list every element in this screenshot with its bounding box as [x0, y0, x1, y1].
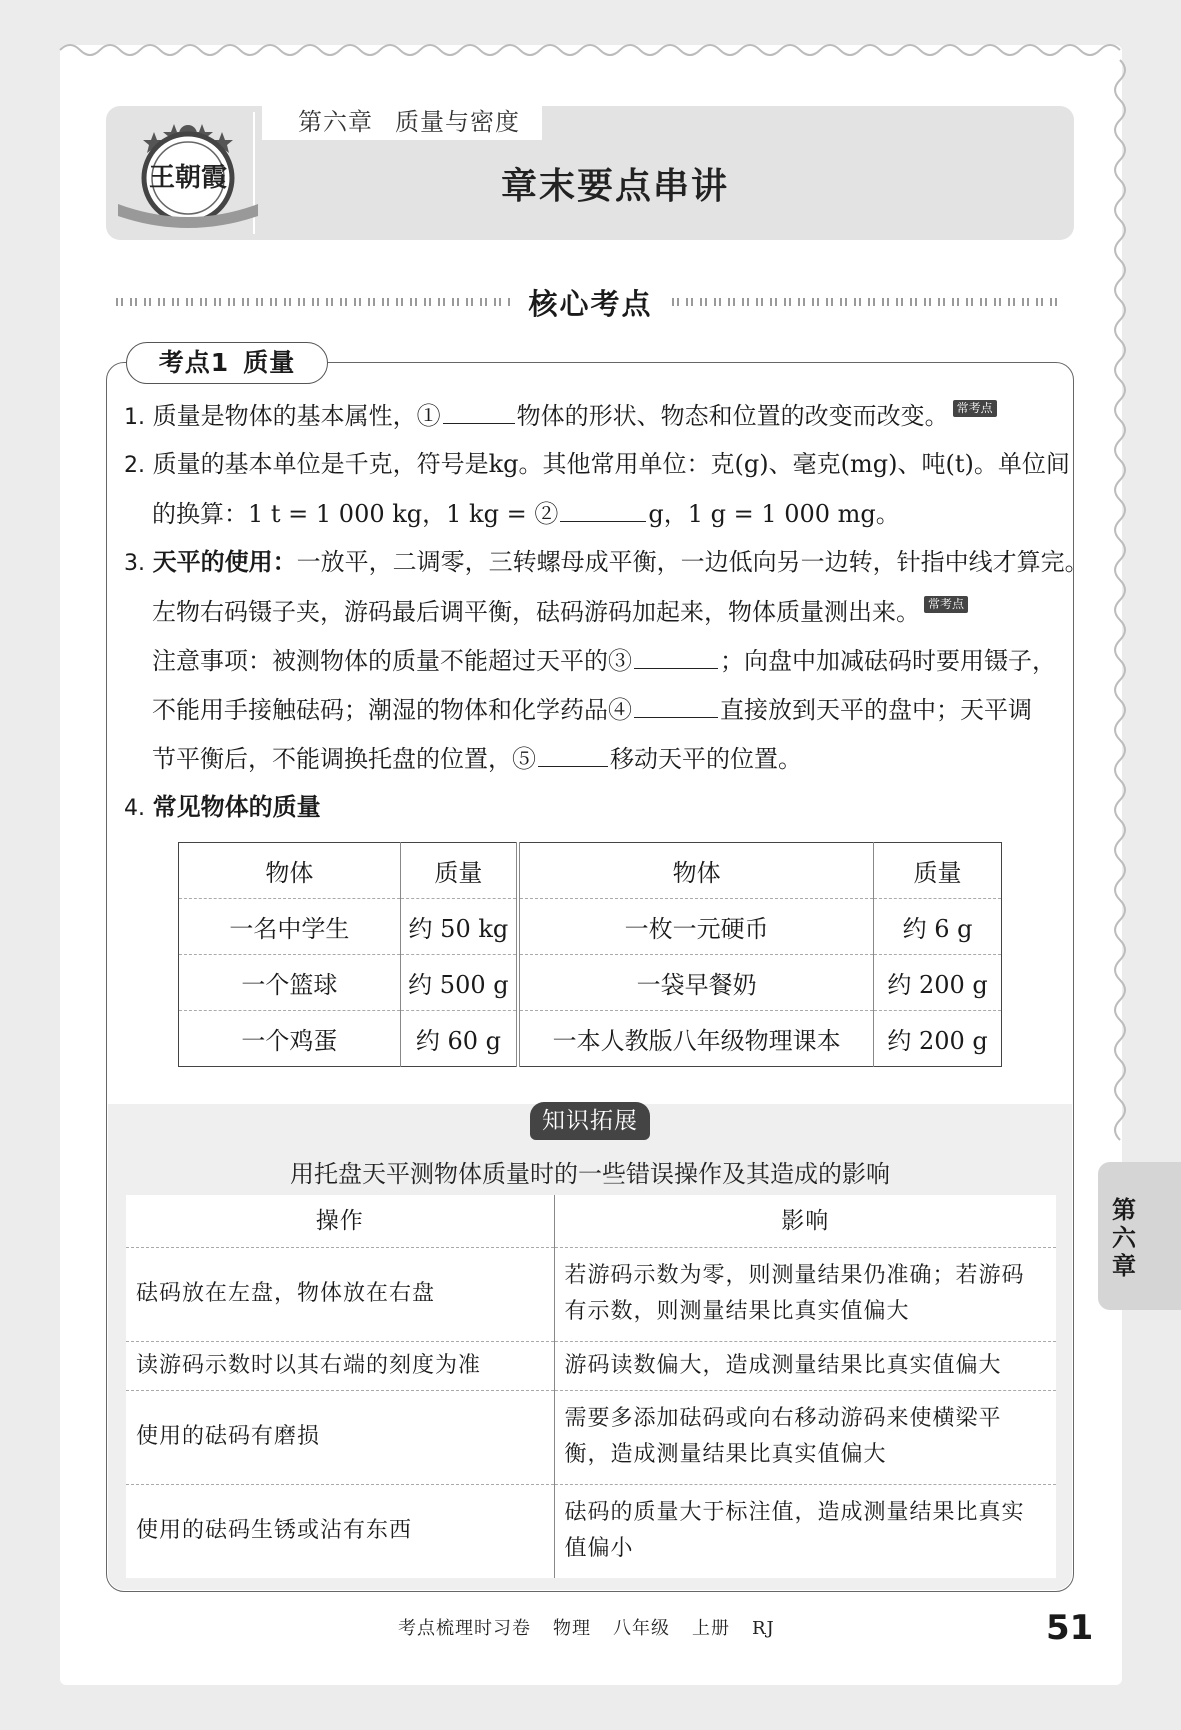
- table-header-cell: 质量: [874, 843, 1002, 899]
- error-table: [126, 1195, 1056, 1578]
- table-cell: 使用的砝码有磨损: [126, 1390, 554, 1484]
- table-cell: 需要多添加砝码或向右移动游码来使横梁平衡，造成测量结果比真实值偏大: [554, 1390, 1056, 1484]
- chapter-topic: 质量与密度: [395, 108, 520, 136]
- table-cell: 一枚一元硬币: [518, 899, 874, 955]
- extension-caption: 用托盘天平测物体质量时的一些错误操作及其造成的影响: [290, 1160, 890, 1188]
- item-4: 4. 常见物体的质量: [124, 793, 321, 821]
- table-cell: 约 60 g: [400, 1011, 518, 1067]
- footer-edition: RJ: [752, 1618, 775, 1639]
- item-3-line-5: 节平衡后，不能调换托盘的位置，⑤ 移动天平的位置。: [152, 745, 802, 773]
- table-header-cell: 操作: [126, 1195, 554, 1247]
- side-tab-label: 第六章: [1112, 1196, 1136, 1280]
- table-header-row: [179, 843, 1002, 899]
- table-cell: 约 50 kg: [400, 899, 518, 955]
- table-cell: 约 500 g: [400, 955, 518, 1011]
- footer-series: 考点梳理时习卷: [398, 1618, 531, 1639]
- table-row: [179, 955, 1002, 1011]
- page-title: 章末要点串讲: [500, 166, 729, 207]
- item-3-line-4: 不能用手接触砝码；潮湿的物体和化学药品④ 直接放到天平的盘中；天平调: [152, 696, 1032, 724]
- table-cell: 读游码示数时以其右端的刻度为准: [126, 1341, 554, 1390]
- topic-name: 质量: [243, 348, 296, 377]
- topic-number: 考点1: [158, 348, 230, 377]
- section-heading: [0, 282, 1181, 323]
- footer-volume: 上册: [692, 1618, 730, 1639]
- brand-logo-icon: [118, 112, 258, 234]
- table-row: [179, 1011, 1002, 1067]
- table-cell: 使用的砝码生锈或沾有东西: [126, 1484, 554, 1578]
- page-number: 51: [1046, 1608, 1094, 1648]
- answer-blank-3[interactable]: [634, 645, 718, 669]
- frequent-badge: 常考点: [953, 400, 997, 417]
- answer-blank-1[interactable]: [443, 400, 515, 424]
- footer-grade: 八年级: [613, 1618, 670, 1639]
- table-cell: 一袋早餐奶: [518, 955, 874, 1011]
- extension-tag: 知识拓展: [530, 1102, 650, 1140]
- table-cell: 约 6 g: [874, 899, 1002, 955]
- table-row: [126, 1341, 1056, 1390]
- footer: [398, 1614, 797, 1640]
- table-cell: 砝码放在左盘，物体放在右盘: [126, 1247, 554, 1341]
- table-cell: 一个篮球: [179, 955, 401, 1011]
- topic-tab: [126, 342, 328, 384]
- item-2-line-1: 2. 质量的基本单位是千克，符号是kg。其他常用单位：克(g)、毫克(mg)、吨(t)。单位间: [124, 450, 1070, 478]
- table-cell: 约 200 g: [874, 955, 1002, 1011]
- table-cell: 约 200 g: [887, 1027, 988, 1055]
- section-title: 核心考点: [514, 282, 666, 323]
- table-header-row: [126, 1195, 1056, 1247]
- table-cell: 一名中学生: [179, 899, 401, 955]
- chapter-label: [298, 102, 542, 137]
- answer-blank-4[interactable]: [634, 694, 718, 718]
- item-2-line-2: 的换算：1 t = 1 000 kg，1 kg = ② g，1 g = 1 000 mg。: [152, 500, 900, 528]
- table-row: [126, 1484, 1056, 1578]
- svg-text:王朝霞: 王朝霞: [148, 163, 228, 193]
- frequent-badge: 常考点: [924, 596, 968, 613]
- table-row: [126, 1247, 1056, 1341]
- table-header-cell: 影响: [554, 1195, 1056, 1247]
- table-cell: 一个鸡蛋: [179, 1011, 401, 1067]
- table-cell: 若游码示数为零，则测量结果仍准确；若游码有示数，则测量结果比真实值偏大: [554, 1247, 1056, 1341]
- table-cell: 游码读数偏大，造成测量结果比真实值偏大: [554, 1341, 1056, 1390]
- footer-subject: 物理: [553, 1618, 591, 1639]
- item-3-line-2: 左物右码镊子夹，游码最后调平衡，砝码游码加起来，物体质量测出来。 常考点: [152, 596, 968, 627]
- answer-blank-5[interactable]: [538, 743, 608, 767]
- item-1: 1. 质量是物体的基本属性，① 物体的形状、物态和位置的改变而改变。 常考点: [124, 400, 997, 433]
- table-header-cell: 物体: [179, 843, 401, 899]
- table-header-cell: 质量: [400, 843, 518, 899]
- answer-blank-2[interactable]: [560, 498, 646, 522]
- mass-table: [178, 842, 1002, 1067]
- table-cell: 一本人教版八年级物理课本: [518, 1011, 874, 1067]
- chapter-number: 第六章: [298, 108, 373, 136]
- item-3-line-3: 注意事项：被测物体的质量不能超过天平的③ ；向盘中加减砝码时要用镊子，: [152, 647, 1056, 675]
- table-header-cell: 物体: [518, 843, 874, 899]
- table-cell: 砝码的质量大于标注值，造成测量结果比真实值偏小: [564, 1500, 1025, 1562]
- item-3-line-1: 3. 天平的使用：一放平，二调零，三转螺母成平衡，一边低向另一边转，针指中线才算完。: [124, 548, 1089, 576]
- table-row: [179, 899, 1002, 955]
- table-row: [126, 1390, 1056, 1484]
